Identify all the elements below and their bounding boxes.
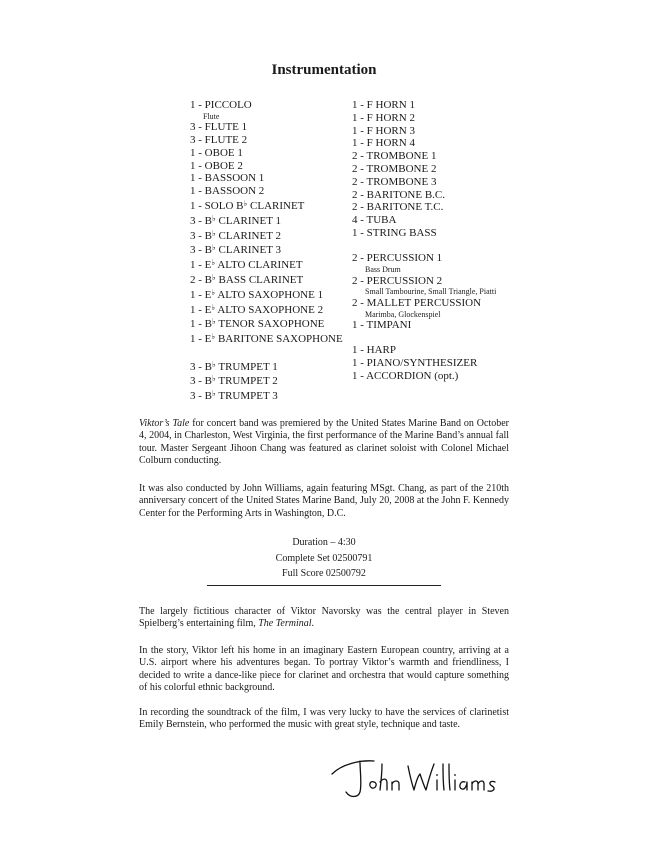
instrument-detail: Small Tambourine, Small Triangle, Piatti: [365, 287, 497, 297]
instrument-entry: 1 - E♭ ALTO SAXOPHONE 2: [190, 302, 324, 316]
instrument-name: PERCUSSION 1: [366, 252, 443, 265]
instrument-entry: 2 - PERCUSSION 1: [352, 252, 443, 265]
instrument-name-rest: ALTO SAXOPHONE 2: [215, 303, 324, 316]
instrument-quantity: 1: [352, 226, 358, 239]
flat-sign: ♭: [211, 302, 216, 312]
flat-sign: ♭: [212, 359, 216, 369]
instrument-quantity: 2: [352, 188, 358, 201]
instrument-name-rest: TRUMPET 2: [215, 375, 278, 388]
instrument-quantity: 2: [352, 252, 358, 265]
instrument-quantity: 2: [190, 274, 196, 287]
instrument-quantity: 1: [352, 137, 358, 150]
instrument-entry: 2 - MALLET PERCUSSION: [352, 296, 482, 309]
instrument-quantity: 2: [352, 201, 358, 214]
instrument-quantity: 1: [352, 357, 358, 370]
instrument-name: SOLO B: [204, 200, 244, 213]
instrument-name: MALLET PERCUSSION: [366, 296, 482, 309]
complete-set-number: Complete Set 02500791: [275, 552, 373, 564]
instrument-entry: 3 - FLUTE 2: [190, 134, 248, 147]
also-conducted-paragraph: It was also conducted by John Williams, again featuring MSgt. Chang, as part of the 210th anniversary concert of the United States Marine Band, July 20, 2008 at the John F. Kennedy Center for the Performing Arts in Washington, D.C.: [139, 483, 509, 519]
full-score-number: Full Score 02500792: [282, 568, 366, 579]
instrument-name-rest: BASS CLARINET: [215, 274, 304, 287]
instrument-quantity: 3: [190, 390, 196, 403]
instrument-quantity: 1: [352, 319, 358, 332]
instrument-name: B: [204, 360, 213, 373]
instrument-entry: 1 - F HORN 2: [352, 111, 415, 124]
instrument-name-rest: TRUMPET 3: [215, 390, 278, 403]
notes-paragraph-1: [139, 606, 509, 631]
instrument-name: B: [204, 318, 213, 331]
notes-text-end: .: [311, 618, 315, 630]
instrument-entry: 3 - B♭ TRUMPET 2: [190, 374, 278, 388]
film-title: The Terminal: [258, 618, 312, 630]
instrument-name-rest: TENOR SAXOPHONE: [215, 318, 325, 331]
instrument-entry: 3 - B♭ TRUMPET 1: [190, 359, 278, 373]
premiere-text: for concert band was premiered by the United States Marine Band on October 4, 2004, in Charleston, West Virginia, the first performance of the Marine Band’s annual fall tour. Master Sergeant Jihoon Chang was featured as clarinet soloist with Colonel Michael Colburn conducting.: [139, 418, 509, 467]
instrument-name-rest: CLARINET 2: [215, 229, 281, 242]
flat-sign: ♭: [212, 317, 216, 327]
notes-paragraph-3: In recording the soundtrack of the film, I was very lucky to have the services of clarinetist Emily Bernstein, who performed the music with great style, technique and taste.: [139, 707, 509, 731]
flat-sign: ♭: [212, 374, 216, 384]
instrument-name: HARP: [366, 344, 397, 357]
instrument-name: PERCUSSION 2: [366, 274, 443, 287]
instrument-name: BASSOON 2: [204, 185, 265, 198]
instrument-quantity: 1: [190, 99, 196, 111]
duration-block: [0, 535, 648, 582]
section-gap: [352, 332, 496, 345]
page-title: Instrumentation: [271, 62, 377, 78]
notes-text: The largely fictitious character of Viktor Navorsky was the central player in Steven Spielberg’s entertaining film,: [139, 606, 509, 630]
instrument-name: TIMPANI: [366, 319, 412, 332]
instrument-entry: 1 - B♭ TENOR SAXOPHONE: [190, 317, 325, 331]
instrument-entry: 1 - SOLO B♭ CLARINET: [190, 199, 305, 213]
instrument-entry: 1 - F HORN 1: [352, 99, 415, 111]
instrument-entry: 1 - BASSOON 2: [190, 185, 265, 198]
flat-sign: ♭: [212, 243, 216, 253]
instrument-quantity: 3: [190, 229, 196, 242]
instrument-name: B: [204, 244, 213, 257]
instrument-name-rest: BARITONE SAXOPHONE: [215, 333, 343, 346]
instrument-quantity: 3: [190, 360, 196, 373]
instrument-name: B: [204, 229, 213, 242]
instrument-entry: 1 - F HORN 3: [352, 124, 415, 137]
instrument-name: TUBA: [366, 214, 397, 227]
instrument-entry: 1 - ACCORDION (opt.): [352, 370, 459, 383]
instrument-name: E: [204, 288, 212, 301]
instrument-name: B: [204, 274, 213, 287]
instrument-quantity: 1: [352, 344, 358, 357]
instrument-name-rest: CLARINET 3: [215, 244, 281, 257]
instrument-name: PIANO/SYNTHESIZER: [366, 357, 478, 370]
instrument-entry: 3 - FLUTE 1: [190, 121, 248, 134]
instrument-quantity: 1: [190, 333, 196, 346]
instrument-quantity: 1: [190, 303, 196, 316]
instrument-quantity: 2: [352, 175, 358, 188]
instrument-name: FLUTE 1: [204, 121, 248, 134]
instrument-quantity: 1: [352, 370, 358, 383]
instrument-entry: 1 - HARP: [352, 344, 397, 357]
instrument-name-rest: ALTO SAXOPHONE 1: [215, 288, 324, 301]
instrument-name: E: [204, 259, 212, 272]
instrument-name: PICCOLO: [204, 99, 252, 111]
instrument-entry: 2 - BARITONE B.C.: [352, 188, 446, 201]
instrument-name: OBOE 2: [204, 159, 243, 172]
instrument-name: F HORN 3: [366, 124, 415, 137]
instrument-entry: 2 - TROMBONE 3: [352, 175, 437, 188]
instrument-quantity: 3: [190, 244, 196, 257]
instrument-quantity: 3: [190, 214, 196, 227]
flat-sign: ♭: [212, 228, 216, 238]
instrument-detail: Bass Drum: [365, 265, 401, 275]
instrument-name: OBOE 1: [204, 146, 243, 159]
instrument-entry: 1 - PIANO/SYNTHESIZER: [352, 357, 478, 370]
instrument-quantity: 1: [352, 99, 358, 111]
instrument-entry: 1 - OBOE 2: [190, 159, 243, 172]
instrument-entry: 2 - PERCUSSION 2: [352, 274, 443, 287]
instrument-entry: 3 - B♭ CLARINET 1: [190, 213, 281, 227]
instrument-quantity: 1: [190, 159, 196, 172]
instrument-quantity: 2: [352, 296, 358, 309]
instrument-quantity: 1: [190, 259, 196, 272]
instrument-entry: 1 - OBOE 1: [190, 146, 243, 159]
instrument-name: E: [204, 303, 212, 316]
instrument-quantity: 4: [352, 214, 358, 227]
flat-sign: ♭: [211, 287, 216, 297]
instrument-name-rest: CLARINET 1: [215, 214, 281, 227]
instrument-entry: 1 - PICCOLO: [190, 99, 252, 111]
instrument-name: BARITONE B.C.: [366, 188, 446, 201]
instrument-name: TROMBONE 3: [366, 175, 437, 188]
instrument-detail: Marimba, Glockenspiel: [365, 309, 441, 319]
flat-sign: ♭: [212, 273, 216, 283]
instrument-entry: 1 - BASSOON 1: [190, 172, 265, 185]
instrument-entry: 3 - B♭ TRUMPET 3: [190, 389, 278, 403]
flat-sign: ♭: [212, 213, 216, 223]
instrument-quantity: 1: [190, 172, 196, 185]
signature-graphic: [330, 752, 500, 802]
section-gap: [190, 346, 343, 359]
instrument-entry: 2 - B♭ BASS CLARINET: [190, 273, 304, 287]
instrument-name: B: [204, 214, 213, 227]
instrument-entry: 3 - B♭ CLARINET 2: [190, 228, 281, 242]
instrument-name: BARITONE T.C.: [366, 201, 444, 214]
instrument-quantity: 1: [190, 185, 196, 198]
instrument-quantity: 2: [352, 162, 358, 175]
instrument-name: F HORN 1: [366, 99, 415, 111]
instrument-quantity: 2: [352, 150, 358, 163]
instrument-name-rest: CLARINET: [247, 200, 305, 213]
flat-sign: ♭: [212, 389, 216, 399]
flat-sign: ♭: [243, 199, 248, 209]
work-title: Viktor’s Tale: [139, 418, 190, 429]
instrument-name: TROMBONE 2: [366, 162, 437, 175]
instrument-name: E: [204, 333, 212, 346]
instrument-quantity: 3: [190, 375, 196, 388]
instrument-entry: 1 - E♭ ALTO SAXOPHONE 1: [190, 287, 324, 301]
flat-sign: ♭: [211, 332, 216, 342]
instrument-entry: 1 - E♭ BARITONE SAXOPHONE: [190, 332, 343, 346]
instrument-entry: 1 - E♭ ALTO CLARINET: [190, 258, 303, 272]
instrument-name-rest: TRUMPET 1: [215, 360, 278, 373]
instrument-name-rest: ALTO CLARINET: [215, 259, 303, 272]
instrument-entry: 1 - F HORN 4: [352, 137, 415, 150]
instrument-name: F HORN 4: [366, 137, 415, 150]
instrument-entry: 1 - TIMPANI: [352, 319, 412, 332]
instrument-name: FLUTE 2: [204, 134, 248, 147]
instrument-name: B: [204, 375, 213, 388]
instrument-name: TROMBONE 1: [366, 150, 437, 163]
section-gap: [352, 240, 496, 253]
instrument-detail: Flute: [203, 111, 220, 121]
instrument-quantity: 1: [352, 111, 358, 124]
instrument-name: ACCORDION (opt.): [366, 370, 459, 383]
instrument-quantity: 1: [190, 318, 196, 331]
instrument-entry: 4 - TUBA: [352, 214, 397, 227]
instrument-quantity: 1: [190, 200, 196, 213]
instrument-quantity: 3: [190, 134, 196, 147]
instrument-quantity: 2: [352, 274, 358, 287]
instrument-name: BASSOON 1: [204, 172, 265, 185]
signature: [330, 752, 500, 807]
duration: Duration – 4:30: [292, 537, 356, 548]
divider: [207, 585, 441, 586]
instrument-name: F HORN 2: [366, 111, 415, 124]
premiere-paragraph: [139, 418, 509, 468]
instrument-name: STRING BASS: [366, 226, 437, 239]
instrument-quantity: 1: [190, 288, 196, 301]
instrument-entry: 1 - STRING BASS: [352, 226, 437, 239]
instrument-entry: 2 - TROMBONE 1: [352, 150, 437, 163]
flat-sign: ♭: [211, 258, 216, 268]
instrument-entry: 2 - BARITONE T.C.: [352, 201, 444, 214]
instrument-list-left: [190, 99, 343, 403]
instrument-list-right: [352, 99, 496, 383]
notes-paragraph-2: In the story, Viktor left his home in an imaginary Eastern European country, arriving at a U.S. airport where his adventures began. To portray Viktor’s warmth and friendliness, I decided to write a dance-like piece for clarinet and orchestra that would capture something of his colorful ethnic background.: [139, 645, 509, 694]
instrument-quantity: 1: [352, 124, 358, 137]
instrument-entry: 2 - TROMBONE 2: [352, 162, 437, 175]
instrument-quantity: 3: [190, 121, 196, 134]
instrument-name: B: [204, 390, 213, 403]
instrument-quantity: 1: [190, 146, 196, 159]
instrument-entry: 3 - B♭ CLARINET 3: [190, 243, 281, 257]
